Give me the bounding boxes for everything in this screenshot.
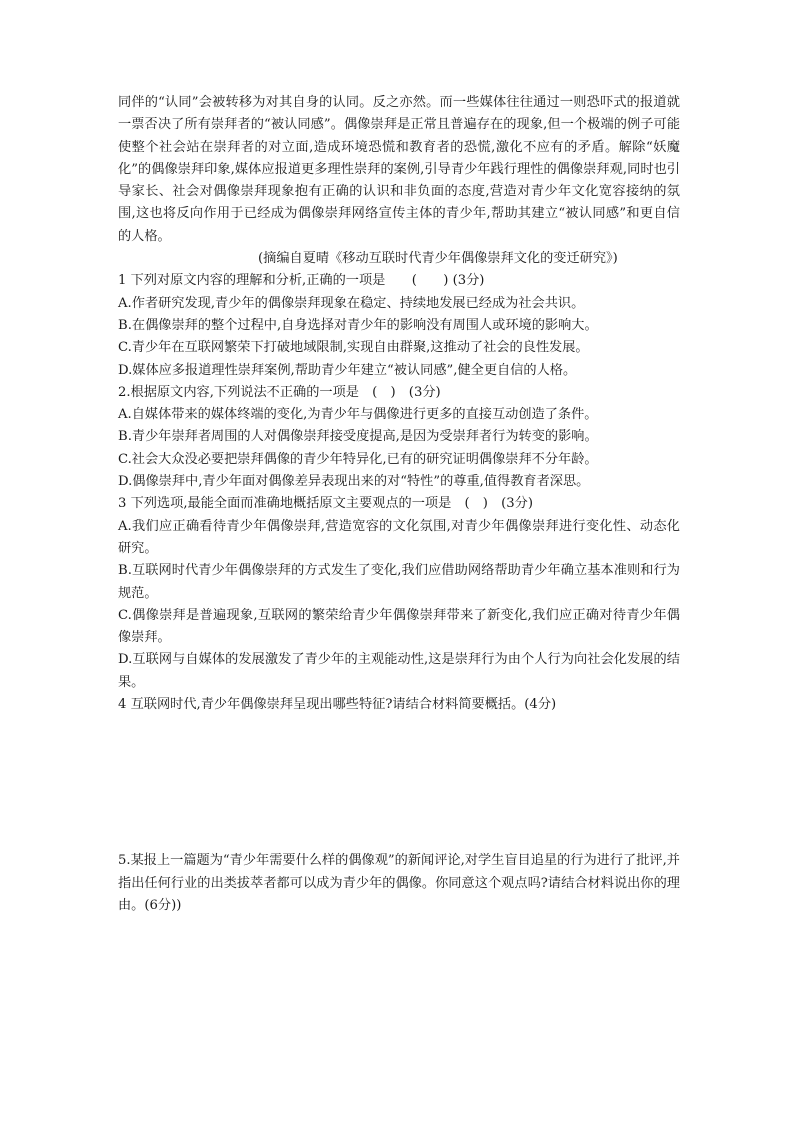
exam-page [118, 92, 680, 917]
option-c: C.青少年在互联网繁荣下打破地域限制,实现自由群聚,这推动了社会的良性发展。 [118, 340, 589, 356]
question-stem: 3 下列选项,最能全面而准确地概括原文主要观点的一项是 ( ) (3分) [118, 496, 533, 512]
question-3 [118, 493, 680, 694]
question-stem: 1 下列对原文内容的理解和分析,正确的一项是 ( ) (3分) [118, 273, 485, 289]
question-4 [118, 694, 680, 850]
option-a: A.作者研究发现,青少年的偶像崇拜现象在稳定、持续地发展已经成为社会共识。 [118, 295, 585, 311]
option-a: A.自媒体带来的媒体终端的变化,为青少年与偶像进行更多的直接互动创造了条件。 [118, 407, 598, 423]
passage-paragraph: 同伴的“认同”会被转移为对其自身的认同。反之亦然。而一些媒体往往通过一则恐吓式的报道就一票否决了所有崇拜者的“被认同感”。偶像崇拜是正常且普遍存在的现象,但一个极端的例子可能使整个社会站在崇拜者的对立面,造成环境恐慌和教育者的恐慌,激化不应有的矛盾。解除“妖魔化”的偶像崇拜印象,媒体应报道更多理性崇拜的案例,引导青少年践行理性的偶像崇拜观,同时也引导家长、社会对偶像崇拜现象抱有正确的认识和非负面的态度,营造对青少年文化宽容接纳的氛围,这也将反向作用于已经成为偶像崇拜网络宣传主体的青少年,帮助其建立“被认同感”和更自信的人格。 [118, 95, 680, 244]
option-b: B.在偶像崇拜的整个过程中,自身选择对青少年的影响没有周围人或环境的影响大。 [118, 317, 598, 333]
question-stem: 4 互联网时代,青少年偶像崇拜呈现出哪些特征?请结合材料简要概括。(4分) [118, 697, 557, 713]
option-b: B.互联网时代青少年偶像崇拜的方式发生了变化,我们应借助网络帮助青少年确立基本准则和行为规范。 [118, 563, 680, 601]
question-stem: 5.某报上一篇题为“青少年需要什么样的偶像观”的新闻评论,对学生盲目追星的行为进行了批评,并指出任何行业的出类拔萃者都可以成为青少年的偶像。你同意这个观点吗?请结合材料说出你的理由。(6分)) [118, 853, 680, 913]
passage-source: (摘编自夏晴《移动互联时代青少年偶像崇拜文化的变迁研究》) [258, 251, 618, 267]
option-d: D.媒体应多报道理性崇拜案例,帮助青少年建立“被认同感”,健全更自信的人格。 [118, 362, 577, 378]
option-d: D.偶像崇拜中,青少年面对偶像差异表现出来的对“特性”的尊重,值得教育者深思。 [118, 474, 590, 490]
question-2 [118, 382, 680, 493]
option-d: D.互联网与自媒体的发展激发了青少年的主观能动性,这是崇拜行为由个人行为向社会化发展的结果。 [118, 652, 680, 690]
option-c: C.社会大众没必要把崇拜偶像的青少年特异化,已有的研究证明偶像崇拜不分年龄。 [118, 451, 598, 467]
answer-space [118, 716, 680, 850]
question-1 [118, 270, 680, 381]
question-5 [118, 850, 680, 917]
option-c: C.偶像崇拜是普遍现象,互联网的繁荣给青少年偶像崇拜带来了新变化,我们应正确对待青少年偶像崇拜。 [118, 607, 680, 646]
option-b: B.青少年崇拜者周围的人对偶像崇拜接受度提高,是因为受崇拜者行为转变的影响。 [118, 429, 598, 445]
passage [118, 92, 680, 270]
option-a: A.我们应正确看待青少年偶像崇拜,营造宽容的文化氛围,对青少年偶像崇拜进行变化性、动态化研究。 [118, 518, 680, 556]
question-stem: 2.根据原文内容,下列说法不正确的一项是 ( ) (3分) [118, 384, 441, 400]
